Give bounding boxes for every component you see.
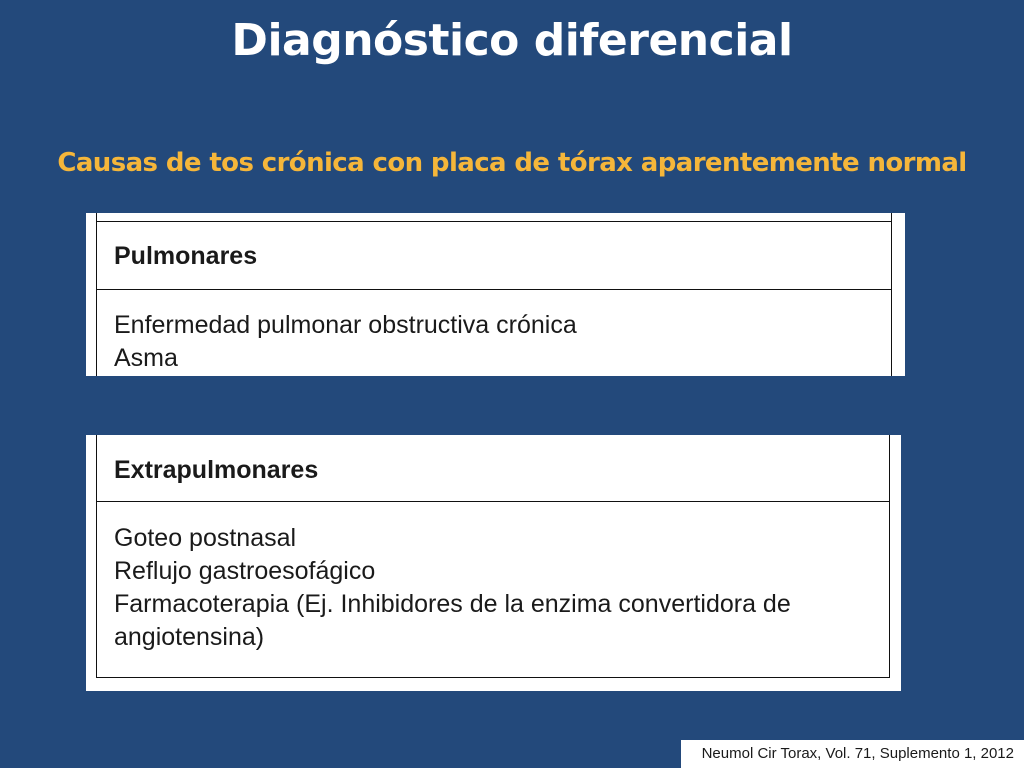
- table-header-extrapulmonares: Extrapulmonares: [114, 456, 319, 484]
- list-item: Farmacoterapia (Ej. Inhibidores de la enzima convertidora de angiotensina): [114, 590, 791, 651]
- slide-title: Diagnóstico diferencial: [231, 15, 793, 66]
- slide-subtitle: Causas de tos crónica con placa de tórax aparentemente normal: [57, 148, 967, 178]
- extrapulmonary-causes-list: [114, 522, 884, 654]
- pulmonary-causes-list: [114, 309, 884, 375]
- list-item: Enfermedad pulmonar obstructiva crónica: [114, 311, 577, 339]
- extrapulmonary-causes-table: [86, 435, 901, 691]
- table-divider: [97, 501, 889, 502]
- citation: Neumol Cir Torax, Vol. 71, Suplemento 1, 2012: [681, 740, 1024, 768]
- table-frame: [96, 213, 892, 376]
- pulmonary-causes-table: [86, 213, 905, 376]
- list-item: Asma: [114, 344, 178, 372]
- table-divider: [97, 289, 891, 290]
- list-item: Goteo postnasal: [114, 524, 297, 552]
- list-item: Reflujo gastroesofágico: [114, 557, 376, 585]
- table-divider: [97, 221, 891, 222]
- table-header-pulmonares: Pulmonares: [114, 242, 258, 270]
- table-frame: [96, 435, 890, 678]
